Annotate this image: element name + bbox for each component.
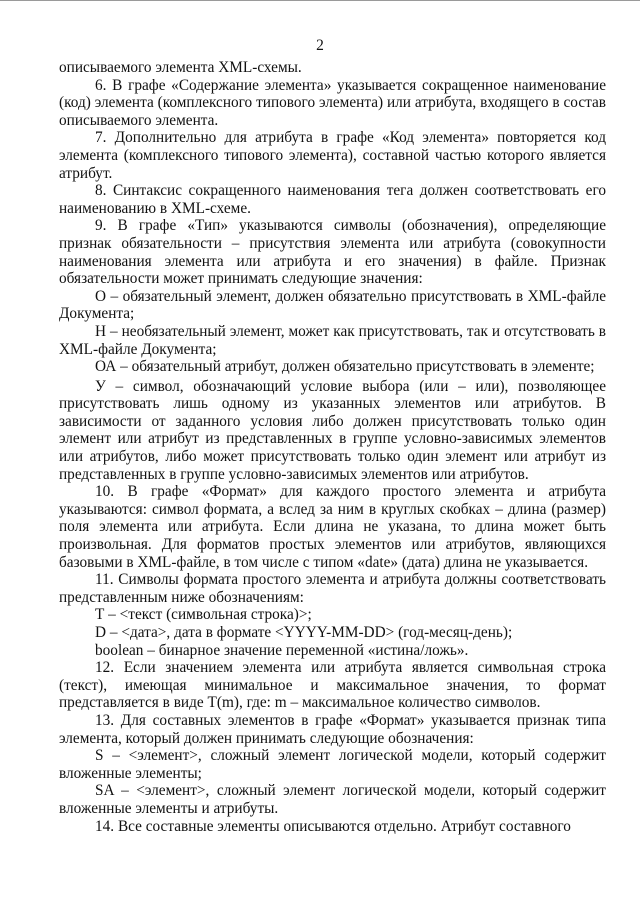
- paragraph-13-sa-element: SA – <элемент>, сложный элемент логической модели, который содержит вложенные элементы и атрибуты.: [59, 782, 606, 817]
- paragraph-8-tag-syntax: 8. Синтаксис сокращенного наименования тега должен соответствовать его наименованию в XML-схеме.: [59, 182, 606, 217]
- paragraph-11-format-symbols: 11. Символы формата простого элемента и атрибута должны соответствовать представленным ниже обозначениям:: [59, 571, 606, 606]
- paragraph-7-attribute-code: 7. Дополнительно для атрибута в графе «Код элемента» повторяется код элемента (комплексного типового элемента), составной частью которого является атрибут.: [59, 129, 606, 182]
- paragraph-11-date-format: D – <дата>, дата в формате <YYYY-MM-DD> (год-месяц-день);: [95, 624, 513, 641]
- paragraph-13-s-element: S – <элемент>, сложный элемент логической модели, который содержит вложенные элементы;: [59, 747, 606, 782]
- document-body: [59, 59, 606, 835]
- paragraph-6-element-content: 6. В графе «Содержание элемента» указывается сокращенное наименование (код) элемента (комплексного типового элемента) или атрибута, входящего в состав описываемого элемента.: [59, 76, 606, 129]
- paragraph-9-choice-condition: У – символ, обозначающий условие выбора (или – или), позволяющее присутствовать лишь одному из указанных элементов или атрибутов. В зависимости от заданного условия либо должен присутствовать только один элемент или атрибут из представленных в группе условно-зависимых элементов или атрибутов, либо может присутствовать только один элемент или атрибут из представленных в группе условно-зависимых элементов или атрибутов.: [59, 377, 606, 483]
- paragraph-13-composite-elements: 13. Для составных элементов в графе «Формат» указывается признак типа элемента, который должен принимать следующие обозначения:: [59, 711, 606, 747]
- paragraph-11-boolean-format: boolean – бинарное значение переменной «истина/ложь».: [95, 641, 469, 659]
- paragraph-9-mandatory-element: О – обязательный элемент, должен обязательно присутствовать в XML-файле Документа;: [59, 287, 606, 323]
- paragraph-9-type-column: 9. В графе «Тип» указываются символы (обозначения), определяющие признак обязательности – присутствия элемента или атрибута (совокупности наименования элемента или атрибута и его значения) в файле. Признак обязательности может принимать следующие значения:: [59, 217, 606, 288]
- paragraph-9-optional-element: Н – необязательный элемент, может как присутствовать, так и отсутствовать в XML-файле Документа;: [59, 322, 606, 358]
- paragraph-9-mandatory-attribute: ОА – обязательный атрибут, должен обязательно присутствовать в элементе;: [95, 358, 595, 376]
- page-number: 2: [316, 37, 324, 54]
- paragraph-12-string-format: 12. Если значением элемента или атрибута является символьная строка (текст), имеющая минимальное и максимальное значения, то формат представляется в виде T(m), где: m – максимальное количество символов.: [59, 659, 606, 712]
- paragraph-14-composite-description: 14. Все составные элементы описываются отдельно. Атрибут составного: [95, 817, 571, 835]
- paragraph-10-format-column: 10. В графе «Формат» для каждого простого элемента и атрибута указываются: символ формата, а вслед за ним в круглых скобках – длина (размер) поля элемента или атрибута. Если длина не указана, то длина может быть произвольная. Для форматов простых элементов или атрибутов, являющихся базовыми в XML-файле, в том числе с типом «date» (дата) длина не указывается.: [59, 483, 606, 571]
- paragraph-continuation: описываемого элемента XML-схемы.: [59, 59, 302, 76]
- paragraph-11-text-format: Т – <текст (символьная строка)>;: [95, 606, 312, 624]
